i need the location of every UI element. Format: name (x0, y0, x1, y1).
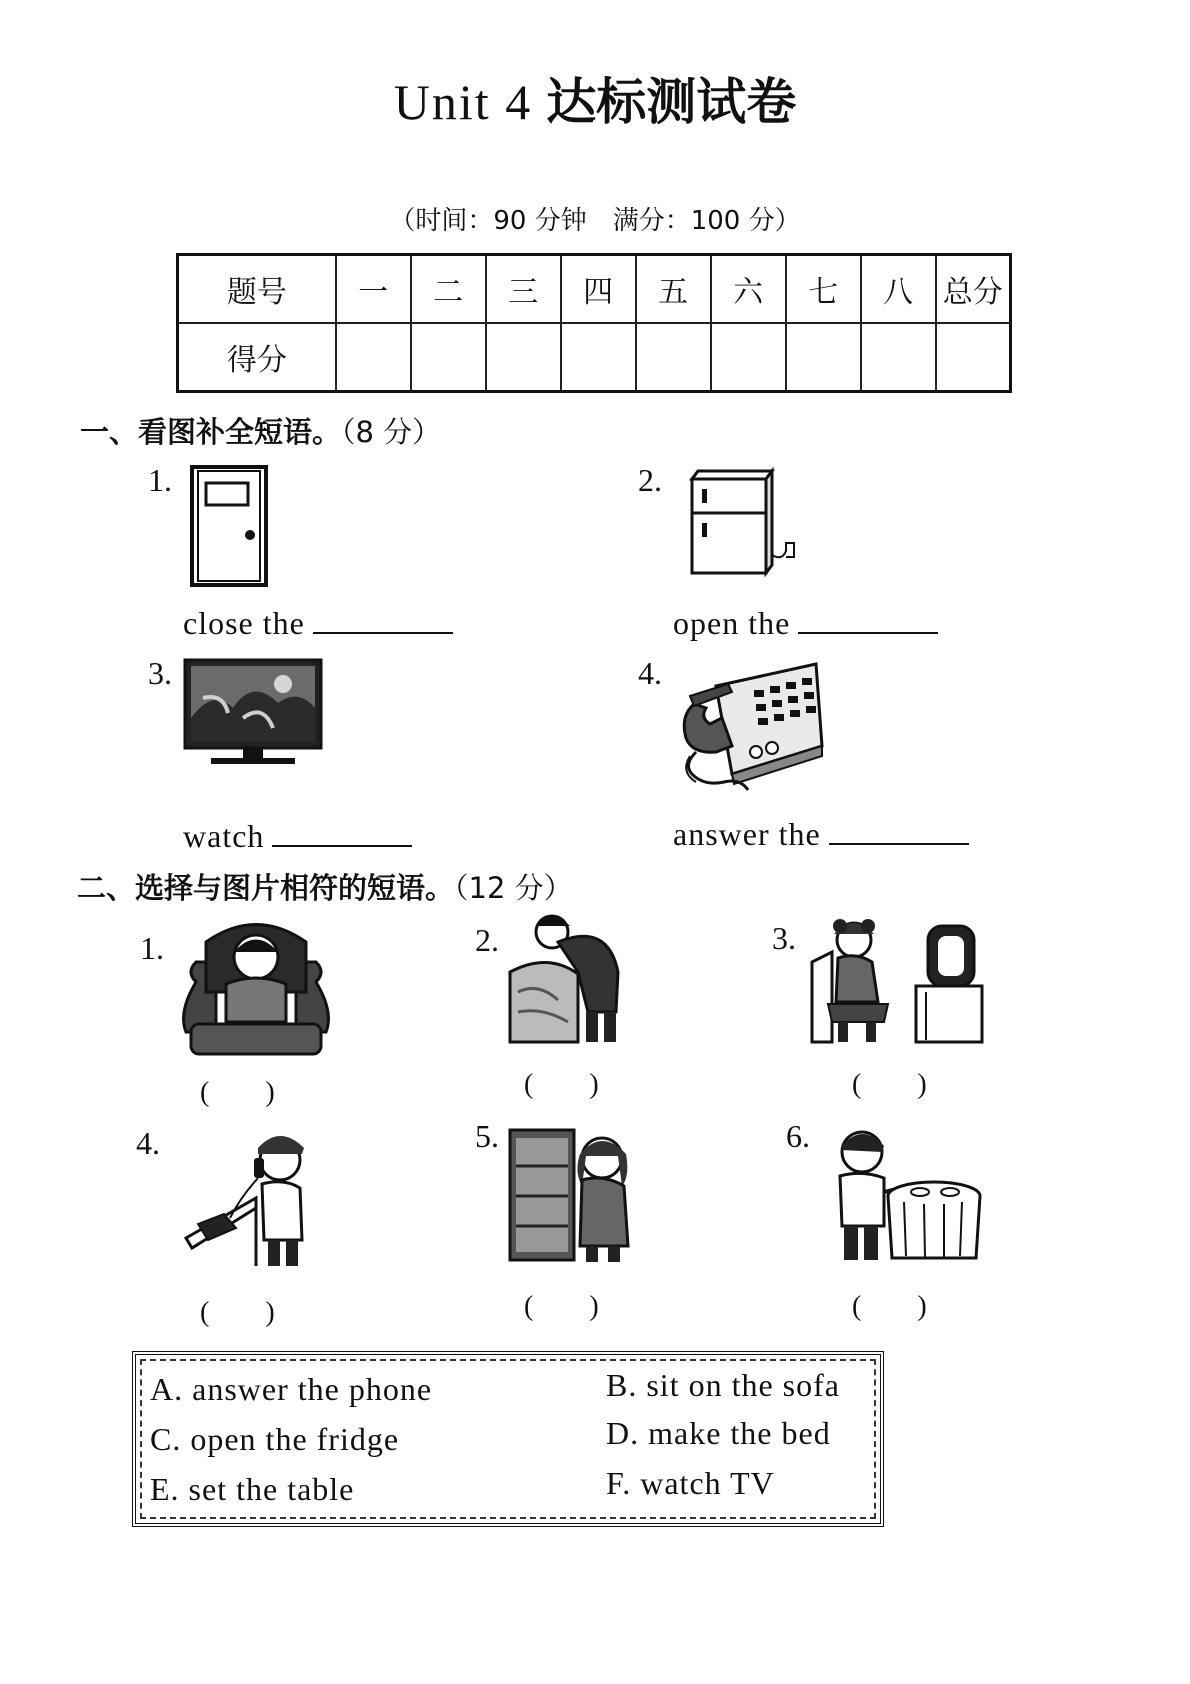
title-chinese: 达标测试卷 (546, 73, 797, 131)
score-table-cell: 六 (711, 255, 786, 324)
score-table-cell: 八 (861, 255, 936, 324)
section-1-heading (80, 410, 441, 451)
section-2-title: 二、选择与图片相符的短语。 (77, 871, 455, 905)
door-icon (188, 465, 270, 587)
s1-phrase: watch (183, 818, 265, 854)
score-input-cell[interactable] (411, 323, 486, 392)
person-on-phone-icon (184, 1128, 330, 1268)
s2-item-number: 2. (475, 922, 499, 958)
score-table-cell: 总分 (936, 255, 1011, 324)
score-table-cell: 二 (411, 255, 486, 324)
page-title (0, 62, 1190, 134)
score-table-cell: 四 (561, 255, 636, 324)
s1-phrase-line (673, 602, 938, 642)
score-table-header-row (178, 255, 1011, 324)
option-a: A. answer the phone (150, 1371, 433, 1407)
answer-parentheses[interactable]: ( ) (524, 1291, 599, 1322)
answer-blank[interactable] (313, 602, 453, 634)
s2-item-number: 6. (786, 1118, 810, 1154)
boy-setting-table-icon (830, 1126, 980, 1266)
section-1-points: （8 分） (341, 415, 442, 449)
section-2-points: （12 分） (454, 871, 573, 905)
s2-item-number: 5. (475, 1118, 499, 1154)
person-on-sofa-icon (176, 912, 336, 1062)
section-2-heading (77, 866, 573, 907)
fridge-icon (686, 465, 798, 577)
s1-item-number: 3. (148, 655, 172, 691)
s1-item-number: 2. (638, 462, 662, 498)
tv-icon (183, 658, 323, 770)
answer-parentheses[interactable]: ( ) (852, 1069, 927, 1100)
score-table-cell: 题号 (178, 255, 336, 324)
s1-phrase: close the (183, 605, 305, 641)
score-input-cell[interactable] (786, 323, 861, 392)
answer-parentheses[interactable]: ( ) (524, 1069, 599, 1100)
score-input-cell[interactable] (861, 323, 936, 392)
option-e: E. set the table (150, 1471, 355, 1507)
score-table-cell: 一 (336, 255, 411, 324)
score-input-cell[interactable] (336, 323, 411, 392)
girl-watching-tv-icon (808, 912, 984, 1046)
answer-blank[interactable] (272, 815, 412, 847)
score-input-cell[interactable] (711, 323, 786, 392)
score-table-cell: 三 (486, 255, 561, 324)
score-table-score-row (178, 323, 1011, 392)
s2-item-number: 1. (140, 930, 164, 966)
score-input-cell[interactable] (636, 323, 711, 392)
score-table-cell: 七 (786, 255, 861, 324)
option-c: C. open the fridge (150, 1421, 400, 1457)
s1-phrase-line (183, 815, 412, 855)
options-box (132, 1351, 884, 1527)
answer-parentheses[interactable]: ( ) (200, 1297, 275, 1328)
telephone-icon (676, 656, 826, 800)
score-input-cell[interactable] (936, 323, 1011, 392)
girl-opening-fridge-icon (506, 1126, 636, 1266)
s1-phrase-line (183, 602, 453, 642)
score-table-cell: 五 (636, 255, 711, 324)
answer-parentheses[interactable]: ( ) (200, 1077, 275, 1108)
s1-item-number: 1. (148, 462, 172, 498)
section-1-title: 一、看图补全短语。 (80, 415, 342, 449)
answer-blank[interactable] (798, 602, 938, 634)
title-unit: Unit 4 (393, 74, 533, 130)
score-table-cell: 得分 (178, 323, 336, 392)
score-input-cell[interactable] (561, 323, 636, 392)
option-b: B. sit on the sofa (606, 1367, 840, 1403)
s2-item-number: 4. (136, 1125, 160, 1161)
score-input-cell[interactable] (486, 323, 561, 392)
answer-parentheses[interactable]: ( ) (852, 1291, 927, 1322)
s1-item-number: 4. (638, 655, 662, 691)
s1-phrase: open the (673, 605, 791, 641)
exam-time-and-score: （时间：90 分钟 满分：100 分） (389, 206, 801, 236)
score-table (176, 253, 1012, 393)
option-d: D. make the bed (606, 1415, 831, 1451)
s2-item-number: 3. (772, 920, 796, 956)
option-f: F. watch TV (606, 1465, 775, 1501)
answer-blank[interactable] (829, 813, 969, 845)
person-making-bed-icon (508, 912, 632, 1052)
s1-phrase-line (673, 813, 969, 853)
s1-phrase: answer the (673, 816, 821, 852)
